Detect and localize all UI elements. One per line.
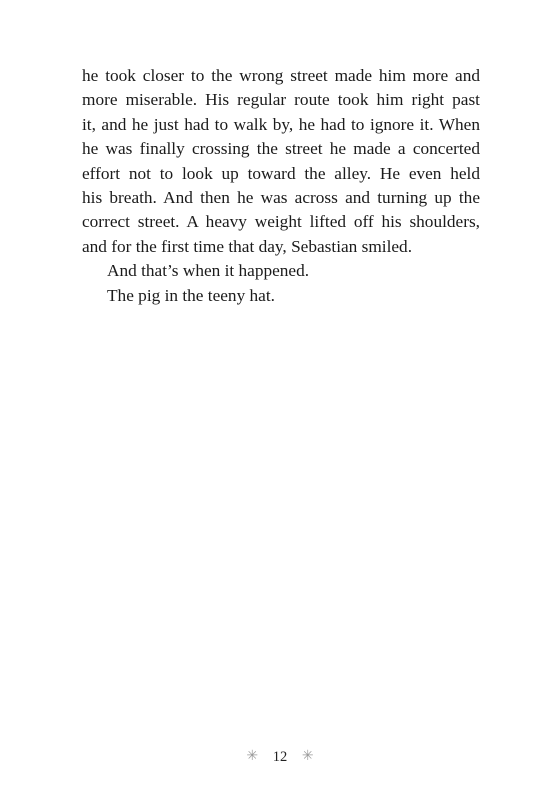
text-line: correct street. A heavy weight lifted off his shoulders, (82, 212, 480, 232)
text-line: more miserable. His regular route took him right past (82, 90, 480, 110)
text-line: he was finally crossing the street he made a concerted (82, 139, 480, 159)
text-line: he took closer to the wrong street made him more and (82, 66, 480, 85)
page-number: 12 (272, 749, 288, 765)
body-text (82, 64, 480, 308)
paragraph-line: And that’s when it happened. (107, 261, 310, 281)
text-line: it, and he just had to walk by, he had to ignore it. When (82, 114, 480, 134)
asterisk-ornament-icon: ✳ (246, 749, 259, 764)
paragraph-line: The pig in the teeny hat. (107, 285, 275, 305)
text-line: and for the first time that day, Sebastian smiled. (82, 236, 413, 256)
page-footer (0, 748, 560, 766)
text-line: his breath. And then he was across and turning up the (82, 187, 480, 207)
asterisk-ornament-icon: ✳ (301, 749, 314, 764)
text-line: effort not to look up toward the alley. He even held (82, 163, 480, 183)
